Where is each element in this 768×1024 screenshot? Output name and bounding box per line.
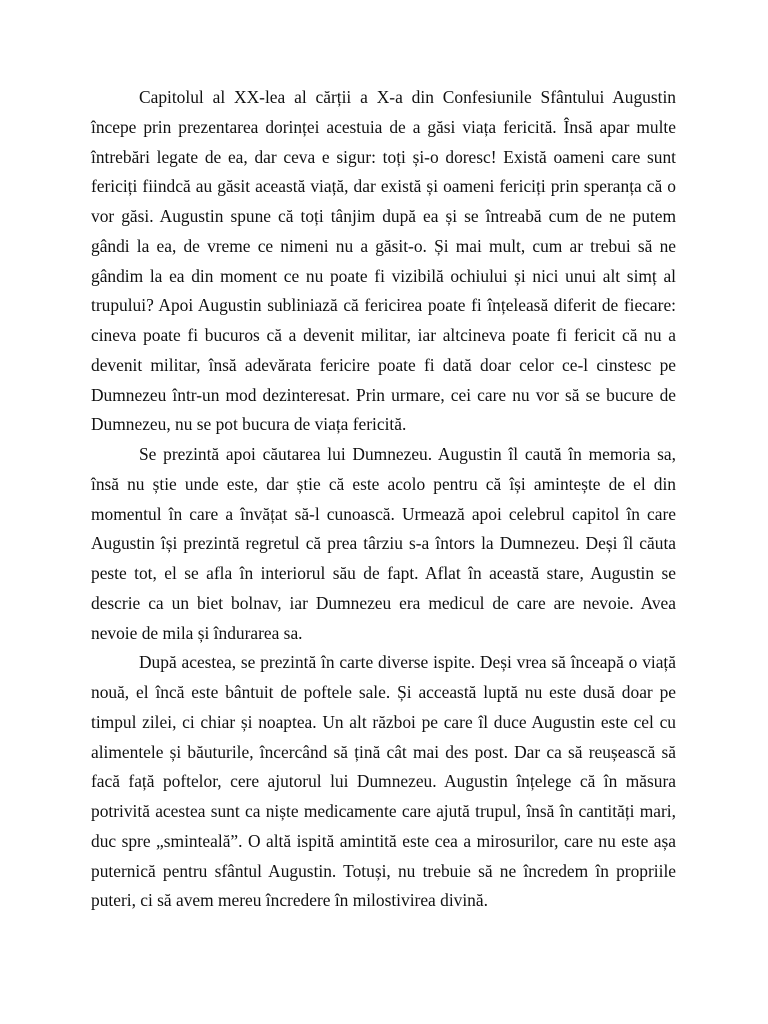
paragraph-3: După acestea, se prezintă în carte diverse ispite. Deși vrea să înceapă o viață nouă, el încă este bântuit de poftele sale. Și acceastă luptă nu este dusă doar pe timpul zilei, ci chiar și noaptea. Un alt război pe care îl duce Augustin este cel cu alimentele și băuturile, încercând să țină cât mai des post. Dar ca să reușească să facă față poftelor, cere ajutorul lui Dumnezeu. Augustin înțelege că în măsura potrivită acestea sunt ca niște medicamente care ajută trupul, însă în cantități mari, duc spre „sminteală”. O altă ispită amintită este cea a mirosurilor, care nu este așa puternică pentru sfântul Augustin. Totuși, nu trebuie să ne încredem în propriile puteri, ci să avem mereu încredere în milostivirea divină. <box>91 652 676 911</box>
paragraph-1: Capitolul al XX-lea al cărții a X-a din Confesiunile Sfântului Augustin începe prin prezentarea dorinței acestuia de a găsi viața fericită. Însă apar multe întrebări legate de ea, dar ceva e sigur: toți și-o doresc! Există oameni care sunt fericiți fiindcă au găsit această viață, dar există și oameni fericiți prin speranța că o vor găsi. Augustin spune că toți tânjim după ea și se întreabă cum de ne putem gândi la ea, de vreme ce nimeni nu a găsit-o. Și mai mult, cum ar trebui să ne gândim la ea din moment ce nu poate fi vizibilă ochiului și nici unui alt simț al trupului? Apoi Augustin subliniază că fericirea poate fi înțeleasă diferit de fiecare: cineva poate fi bucuros că a devenit militar, iar altcineva poate fi fericit că nu a devenit militar, însă adevărata fericire poate fi dată doar celor ce-l cinstesc pe Dumnezeu într-un mod dezinteresat. Prin urmare, cei care nu vor să se bucure de Dumnezeu, nu se pot bucura de viața fericită. <box>91 87 676 435</box>
document-page <box>91 83 676 916</box>
paragraph-2: Se prezintă apoi căutarea lui Dumnezeu. Augustin îl caută în memoria sa, însă nu știe unde este, dar știe că este acolo pentru că își amintește de el din momentul în care a învățat să-l cunoască. Urmează apoi celebrul capitol în care Augustin își prezintă regretul că prea târziu s-a întors la Dumnezeu. Deși îl căuta peste tot, el se afla în interiorul său de fapt. Aflat în această stare, Augustin se descrie ca un biet bolnav, iar Dumnezeu era medicul de care are nevoie. Avea nevoie de mila și îndurarea sa. <box>91 444 676 643</box>
